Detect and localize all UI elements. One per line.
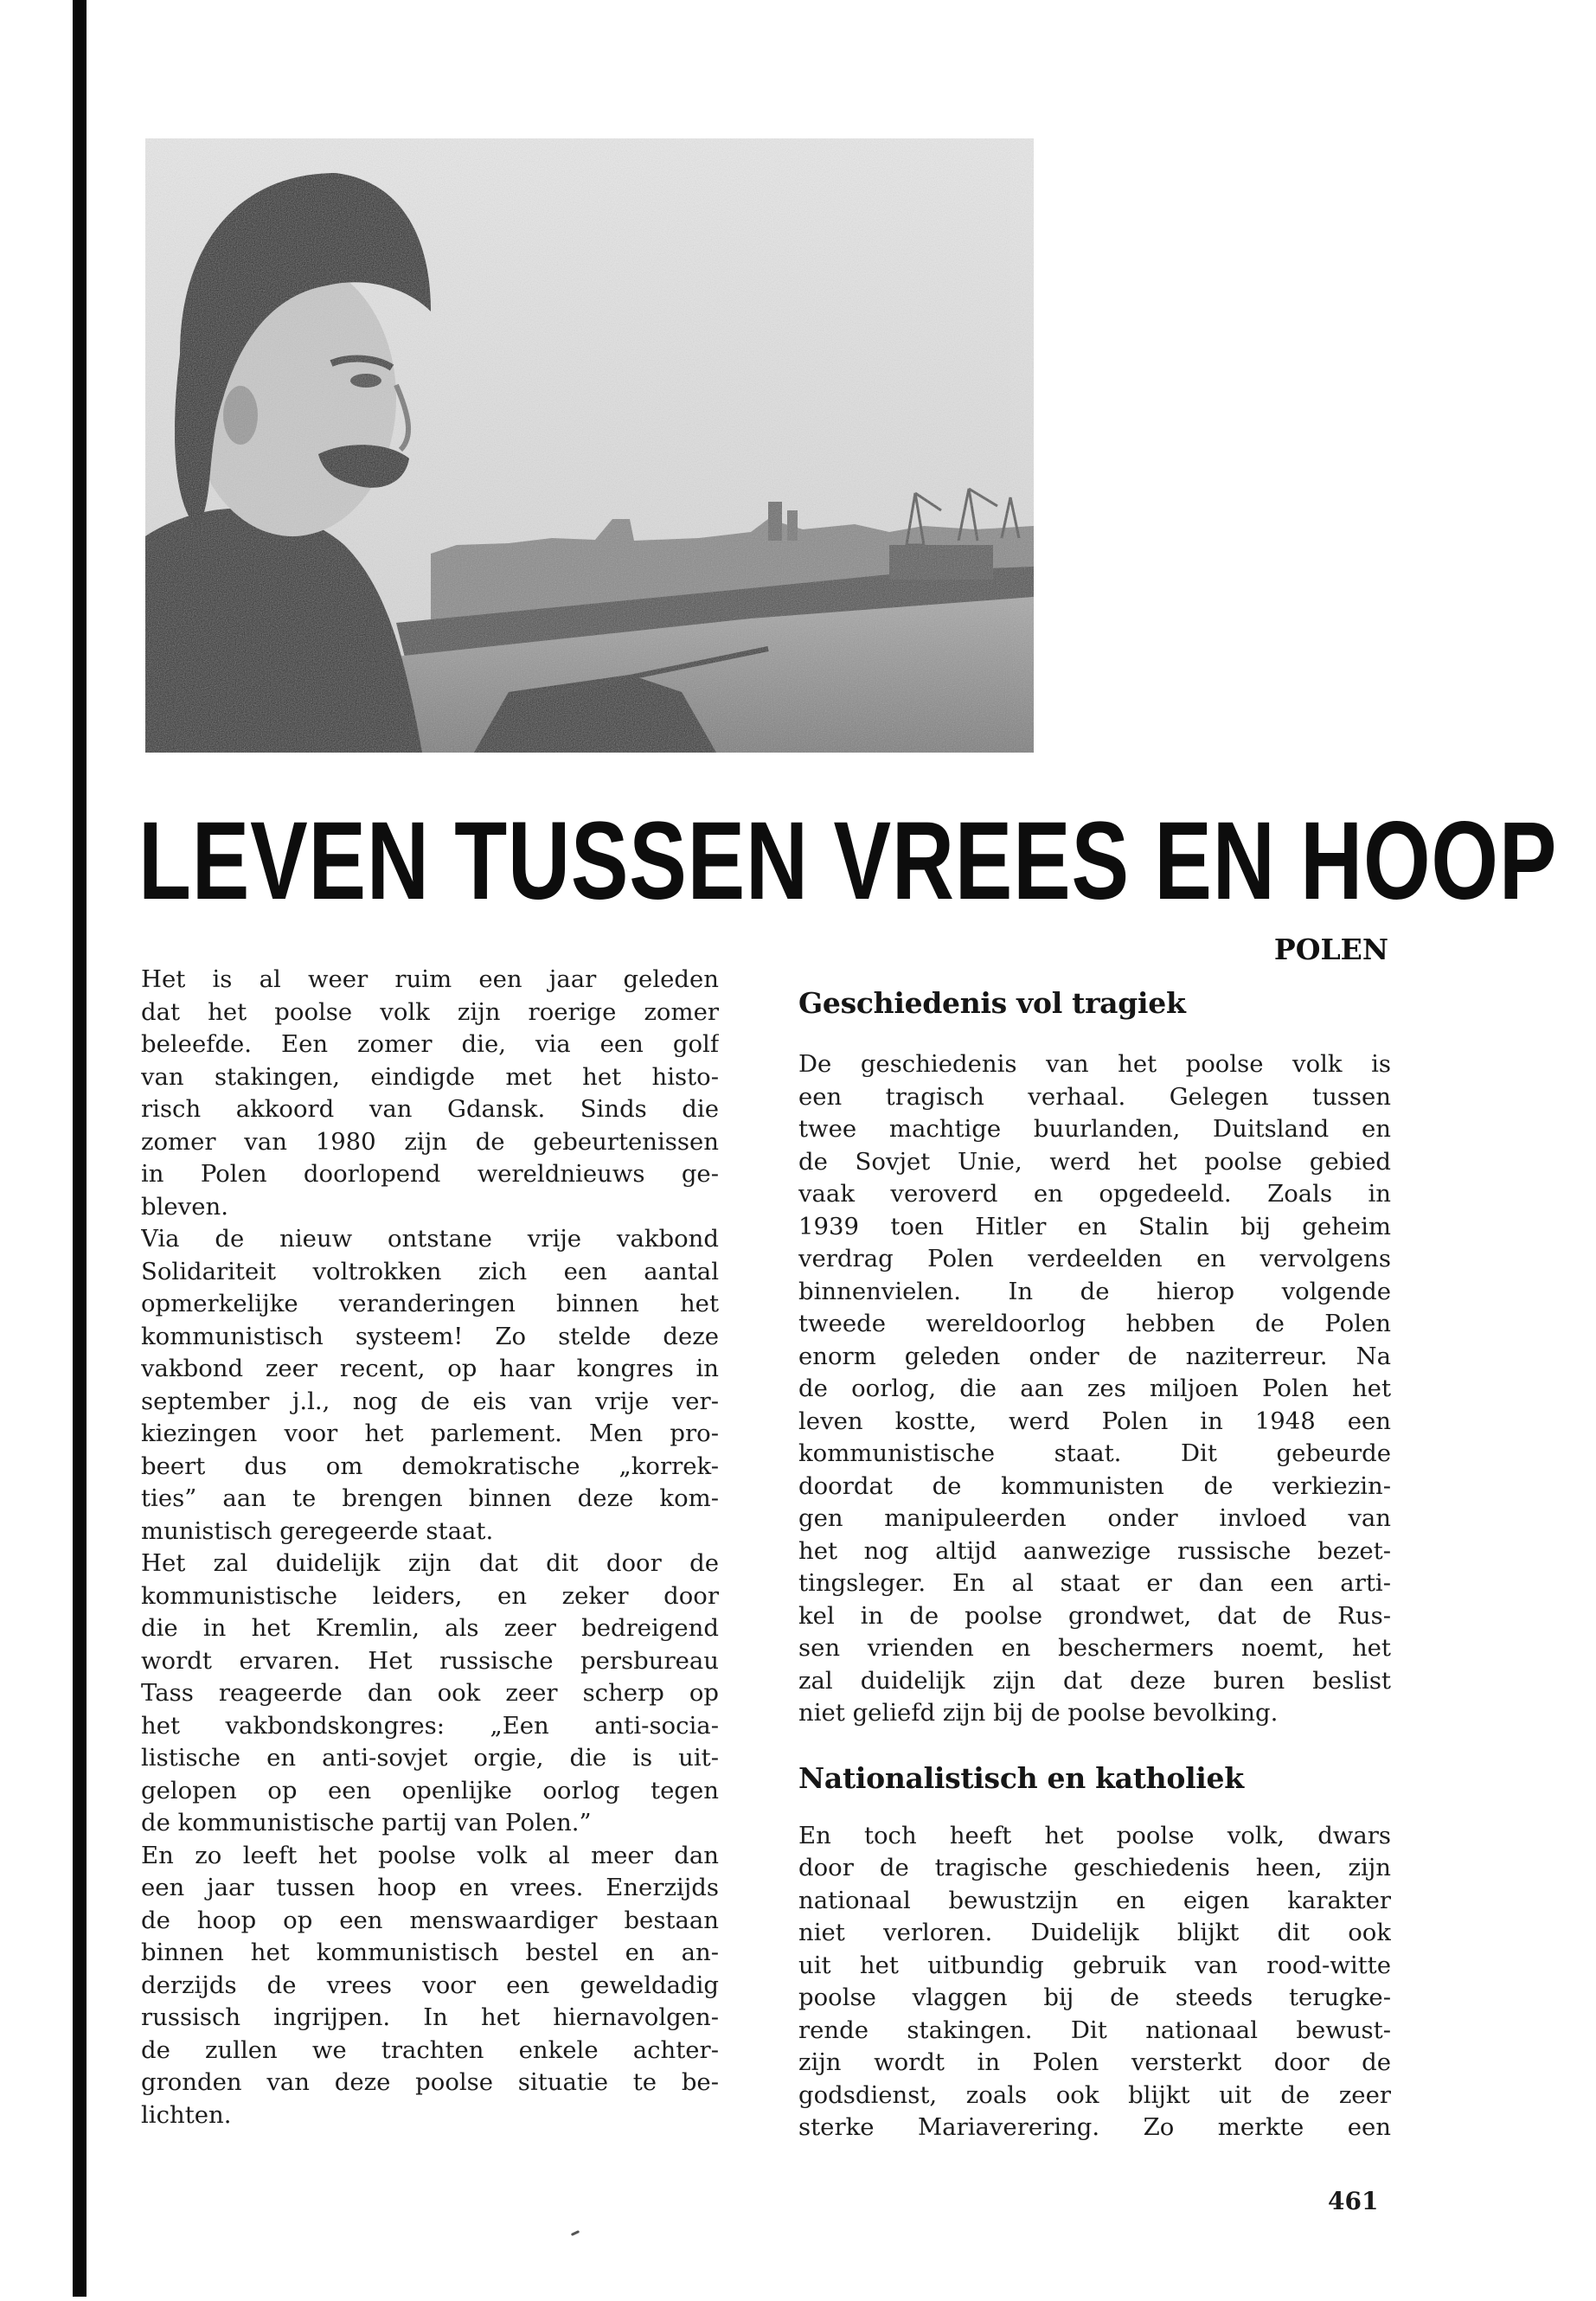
text-line: derzijds de vrees voor een geweldadig (141, 1971, 719, 1999)
article-photo (145, 138, 1034, 753)
text-line: september j.l., nog de eis van vrije ver- (141, 1387, 719, 1415)
text-line: kiezingen voor het parlement. Men pro- (141, 1420, 719, 1447)
text-line: godsdienst, zoals ook blijkt uit de zeer (798, 2080, 1391, 2109)
text-line: munistisch geregeerde staat. (141, 1516, 494, 1545)
text-line: de oorlog, die aan zes miljoen Polen het (798, 1375, 1391, 1402)
text-line: opmerkelijke veranderingen binnen het (141, 1290, 719, 1317)
text-line: vakbond zeer recent, op haar kongres in (141, 1355, 719, 1382)
text-line: twee machtige buurlanden, Duitsland en (798, 1115, 1391, 1143)
text-line: zijn wordt in Polen versterkt door de (798, 2048, 1391, 2076)
text-line: Het is al weer ruim een jaar geleden (141, 965, 719, 993)
paragraph (798, 1820, 1391, 2144)
section-heading: Nationalistisch en katholiek (798, 1760, 1244, 1795)
text-line: leven kostte, werd Polen in 1948 een (798, 1407, 1391, 1435)
section-heading: Geschiedenis vol tragiek (798, 986, 1186, 1020)
text-line: in Polen doorlopend wereldnieuws ge- (141, 1160, 719, 1188)
text-line: dat het poolse volk zijn roerige zomer (141, 997, 719, 1026)
text-line: risch akkoord van Gdansk. Sinds die (141, 1095, 719, 1123)
text-line: bleven. (141, 1192, 228, 1221)
text-line: ties” aan te brengen binnen deze kom- (141, 1484, 719, 1512)
text-line: de Sovjet Unie, werd het poolse gebied (798, 1147, 1391, 1176)
text-line: En zo leeft het poolse volk al meer dan (141, 1841, 719, 1869)
text-line: een tragisch verhaal. Gelegen tussen (798, 1082, 1391, 1111)
text-line: uit het uitbundig gebruik van rood-witte (798, 1951, 1391, 1979)
text-line: binnen het kommunistisch bestel en an- (141, 1939, 719, 1966)
text-line: die in het Kremlin, als zeer bedreigend (141, 1614, 719, 1642)
text-line: binnenvielen. In de hierop volgende (798, 1277, 1391, 1305)
paragraph (141, 1223, 719, 1548)
text-line: wordt ervaren. Het russische persbureau (141, 1646, 719, 1675)
paragraph (798, 1048, 1391, 1730)
text-line: enorm geleden onder de naziterreur. Na (798, 1342, 1391, 1370)
text-line: zomer van 1980 zijn de gebeurtenissen (141, 1127, 719, 1156)
text-line: kommunistisch systeem! Zo stelde deze (141, 1322, 719, 1350)
text-line: De geschiedenis van het poolse volk is (798, 1050, 1391, 1078)
text-line: niet geliefd zijn bij de poolse bevolking. (798, 1699, 1279, 1727)
text-line: gelopen op een openlijke oorlog tegen (141, 1776, 719, 1804)
text-line: kel in de poolse grondwet, dat de Rus- (798, 1601, 1391, 1630)
text-line: kommunistische staat. Dit gebeurde (798, 1439, 1391, 1467)
text-line: nationaal bewustzijn en eigen karakter (798, 1886, 1391, 1914)
text-line: zal duidelijk zijn dat deze buren beslist (798, 1666, 1391, 1695)
text-line: rende stakingen. Dit nationaal bewust- (798, 2016, 1391, 2044)
text-line: En toch heeft het poolse volk, dwars (798, 1821, 1391, 1849)
text-line: beleefde. Een zomer die, via een golf (141, 1030, 719, 1058)
text-line: kommunistische leiders, en zeker door (141, 1581, 719, 1610)
text-line: lichten. (141, 2100, 232, 2129)
paragraph (141, 1548, 719, 1840)
text-line: gen manipuleerden onder invloed van (798, 1504, 1391, 1532)
page-number: 461 (1328, 2187, 1379, 2215)
text-line: Tass reageerde dan ook zeer scherp op (141, 1679, 719, 1707)
text-line: de zullen we trachten enkele achter- (141, 2035, 719, 2064)
text-line: Het zal duidelijk zijn dat dit door de (141, 1549, 719, 1577)
text-line: listische en anti-sovjet orgie, die is uit- (141, 1744, 719, 1772)
text-line: het nog altijd aanwezige russische bezet- (798, 1536, 1391, 1565)
paragraph (141, 1840, 719, 2132)
portrait-harbor-image (145, 138, 1034, 753)
text-line: sen vrienden en beschermers noemt, het (798, 1634, 1391, 1662)
left-column (141, 964, 719, 2131)
text-line: de hoop op een menswaardiger bestaan (141, 1906, 719, 1934)
text-line: 1939 toen Hitler en Stalin bij geheim (798, 1212, 1391, 1240)
text-line: doordat de kommunisten de verkiezin- (798, 1471, 1391, 1500)
text-line: niet verloren. Duidelijk blijkt dit ook (798, 1919, 1391, 1946)
text-line: Via de nieuw ontstane vrije vakbond (141, 1225, 719, 1253)
text-line: tweede wereldoorlog hebben de Polen (798, 1310, 1391, 1337)
text-line: van stakingen, eindigde met het histo- (141, 1062, 719, 1091)
text-line: russisch ingrijpen. In het hiernavolgen- (141, 2003, 719, 2031)
section-tag: POLEN (1273, 933, 1388, 966)
text-line: sterke Mariaverering. Zo merkte een (798, 2113, 1391, 2141)
text-line: door de tragische geschiedenis heen, zijn (798, 1854, 1391, 1881)
paragraph (141, 964, 719, 1223)
text-line: gronden van deze poolse situatie te be- (141, 2068, 719, 2096)
article-headline: LEVEN TUSSEN VREES EN HOOP (138, 799, 1558, 923)
text-line: poolse vlaggen bij de steeds terugke- (798, 1984, 1391, 2011)
text-line: een jaar tussen hoop en vrees. Enerzijds (141, 1874, 719, 1901)
text-line: het vakbondskongres: „Een anti-socia- (141, 1711, 719, 1740)
right-column (798, 986, 1391, 2144)
text-line: Solidariteit voltrokken zich een aantal (141, 1257, 719, 1285)
text-line: vaak veroverd en opgedeeld. Zoals in (798, 1180, 1391, 1208)
print-speck (571, 2230, 580, 2236)
text-line: beert dus om demokratische „korrek- (141, 1452, 719, 1480)
text-line: verdrag Polen verdeelden en vervolgens (798, 1245, 1391, 1272)
text-line: tingsleger. En al staat er dan een arti- (798, 1569, 1391, 1597)
text-line: de kommunistische partij van Polen.” (141, 1809, 592, 1836)
page-margin-bar (73, 0, 87, 2297)
